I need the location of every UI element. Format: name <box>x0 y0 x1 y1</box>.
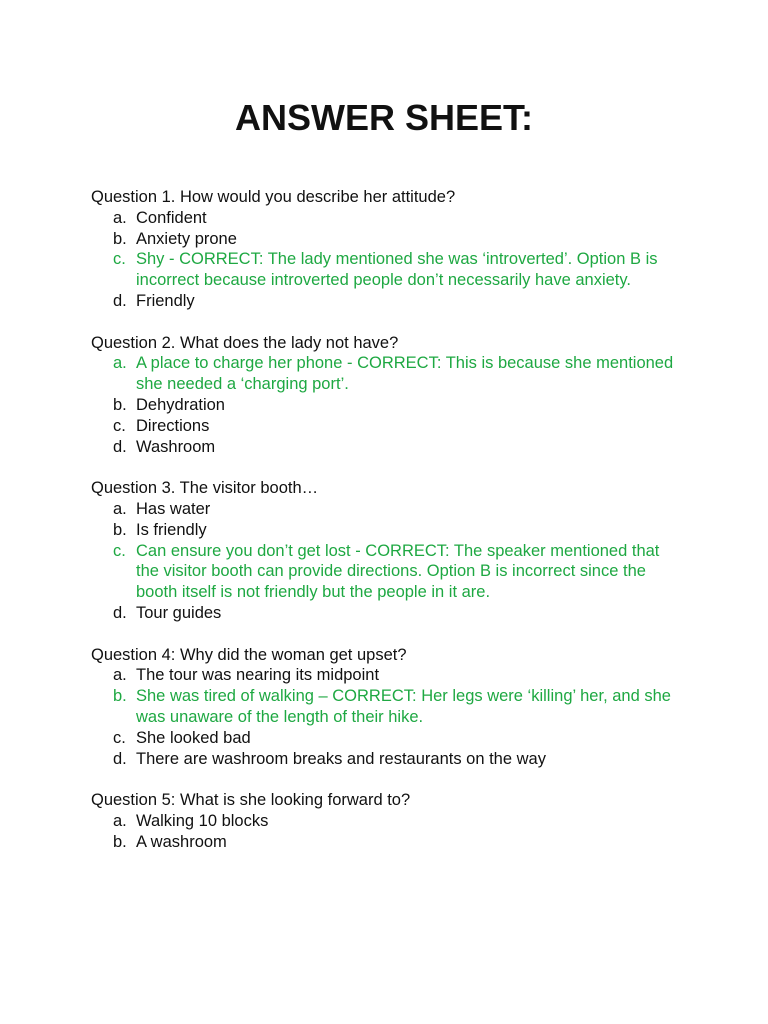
option-letter: d. <box>113 437 127 456</box>
option-a <box>91 208 676 229</box>
option-text: Can ensure you don’t get lost - CORRECT: The speaker mentioned that the visitor booth can provide directions. Option B is incorrect since the booth itself is not friendly but the people in it are. <box>136 541 660 602</box>
option-text: Is friendly <box>136 520 207 539</box>
option-text: Shy - CORRECT: The lady mentioned she was ‘introverted’. Option B is incorrect because introverted people don’t necessarily have anxiety. <box>136 250 658 290</box>
option-letter: b. <box>113 832 127 851</box>
option-b <box>91 229 676 250</box>
option-text: Has water <box>136 499 211 518</box>
options-list <box>91 208 691 312</box>
option-letter: c. <box>113 541 126 560</box>
option-d <box>91 291 676 312</box>
options-list <box>91 665 691 769</box>
option-c-correct <box>91 249 676 291</box>
options-list <box>91 811 691 853</box>
question-1 <box>91 187 691 312</box>
option-b <box>91 395 676 416</box>
question-text: Question 4: Why did the woman get upset? <box>91 645 407 664</box>
option-letter: c. <box>113 728 126 747</box>
option-text: Anxiety prone <box>136 229 237 248</box>
questions-list <box>91 187 691 873</box>
question-text: Question 3. The visitor booth… <box>91 479 319 498</box>
option-text: Tour guides <box>136 603 222 622</box>
option-text: The tour was nearing its midpoint <box>136 666 380 685</box>
options-list <box>91 353 691 457</box>
option-a <box>91 665 676 686</box>
page-title: ANSWER SHEET: <box>234 97 534 138</box>
option-b-correct <box>91 686 676 728</box>
option-text: A place to charge her phone - CORRECT: This is because she mentioned she needed a ‘charging port’. <box>136 354 674 394</box>
question-5 <box>91 790 691 852</box>
option-d <box>91 437 676 458</box>
option-letter: d. <box>113 603 127 622</box>
option-text: Walking 10 blocks <box>136 811 269 830</box>
option-text: Dehydration <box>136 395 225 414</box>
option-d <box>91 749 676 770</box>
option-c-correct <box>91 541 676 603</box>
option-letter: d. <box>113 749 127 768</box>
option-letter: b. <box>113 395 127 414</box>
options-list <box>91 499 691 624</box>
option-b <box>91 520 676 541</box>
option-letter: a. <box>113 208 127 227</box>
option-letter: b. <box>113 687 127 706</box>
option-letter: c. <box>113 250 126 269</box>
option-text: A washroom <box>136 832 227 851</box>
option-text: Washroom <box>136 437 216 456</box>
option-a-correct <box>91 353 676 395</box>
option-letter: a. <box>113 354 127 373</box>
option-text: There are washroom breaks and restaurants on the way <box>136 749 546 768</box>
option-a <box>91 811 676 832</box>
option-b <box>91 832 676 853</box>
option-text: Confident <box>136 208 207 227</box>
option-text: She looked bad <box>136 728 251 747</box>
option-letter: b. <box>113 520 127 539</box>
option-letter: a. <box>113 811 127 830</box>
question-4 <box>91 645 691 770</box>
option-letter: a. <box>113 666 127 685</box>
option-a <box>91 499 676 520</box>
option-text: Directions <box>136 416 210 435</box>
option-letter: c. <box>113 416 126 435</box>
option-d <box>91 603 676 624</box>
option-text: Friendly <box>136 291 195 310</box>
question-2 <box>91 333 691 458</box>
question-text: Question 2. What does the lady not have? <box>91 333 399 352</box>
option-letter: d. <box>113 291 127 310</box>
option-letter: b. <box>113 229 127 248</box>
question-text: Question 1. How would you describe her attitude? <box>91 188 456 206</box>
question-3 <box>91 478 691 624</box>
option-c <box>91 728 676 749</box>
option-text: She was tired of walking – CORRECT: Her legs were ‘killing’ her, and she was unaware of the length of their hike. <box>136 687 671 726</box>
option-letter: a. <box>113 499 127 518</box>
question-text: Question 5: What is she looking forward to? <box>91 791 411 810</box>
option-c <box>91 416 676 437</box>
